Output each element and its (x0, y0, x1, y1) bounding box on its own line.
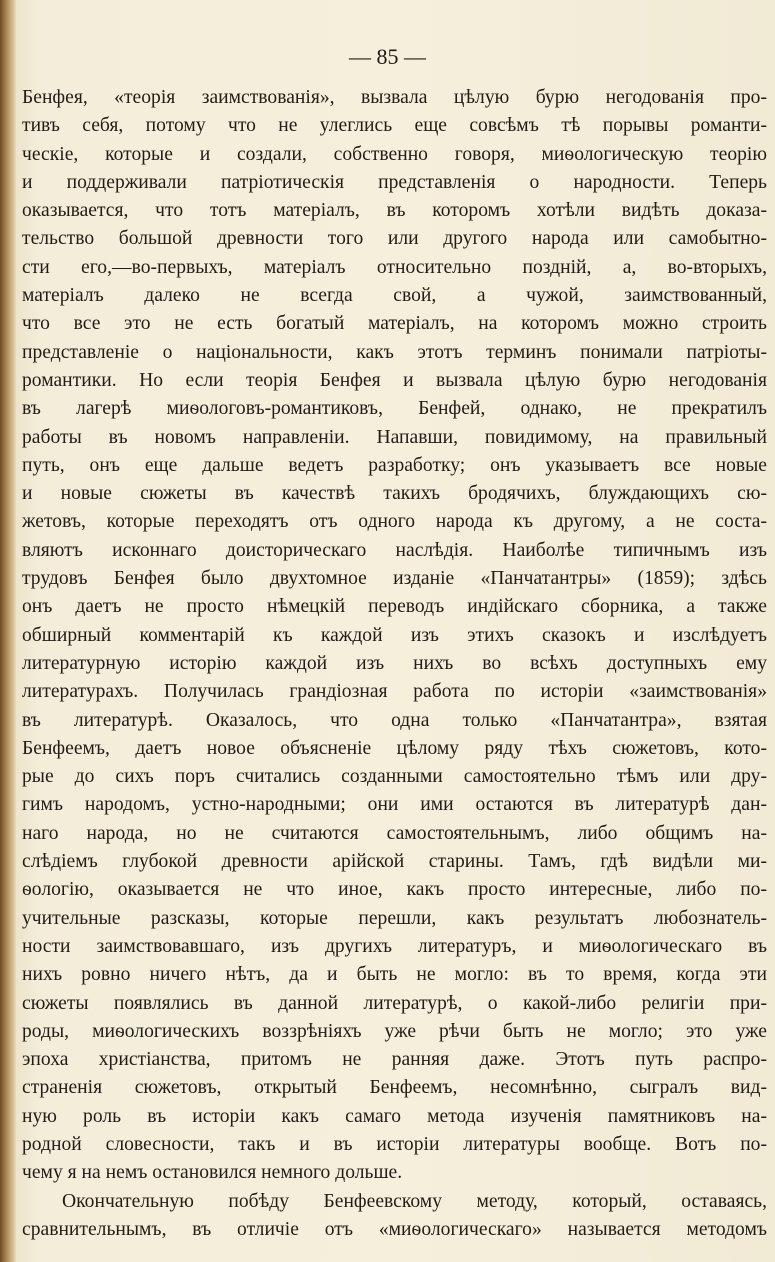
text-line: обширный комментарій къ каждой изъ этихъ сказокъ и изслѣдуетъ (22, 624, 767, 646)
text-line: въ лагерѣ миѳологовъ-романтиковъ, Бенфей, однако, не прекратилъ (22, 398, 767, 420)
text-line: роды, миѳологическихъ воззрѣніяхъ уже рѣчи быть не могло; это уже (22, 1020, 767, 1042)
text-line: трудовъ Бенфея было двухтомное изданіе «Панчатантры» (1859); здѣсь (22, 568, 767, 590)
text-line: учительные разсказы, которые перешли, какъ результатъ любознатель- (22, 907, 767, 929)
text-line: чему я на немъ остановился немного дольше. (22, 1162, 403, 1184)
text-line: литературную исторію каждой изъ нихъ во всѣхъ доступныхъ ему (22, 652, 767, 674)
text-line: литературахъ. Получилась грандіозная работа по исторіи «заимствованія» (22, 681, 767, 703)
text-line: работы въ новомъ направленіи. Напавши, повидимому, на правильный (22, 426, 767, 448)
text-line: и новые сюжеты въ качествѣ такихъ бродячихъ, блуждающихъ сю- (22, 483, 767, 505)
page-binding-edge (0, 0, 16, 1262)
text-line: тельство большой древности того или другого народа или самобытно- (22, 228, 767, 250)
text-line: нихъ ровно ничего нѣтъ, да и быть не могло: въ то время, когда эти (22, 964, 767, 986)
text-line: сюжеты появлялись въ данной литературѣ, о какой-либо религіи при- (22, 992, 767, 1014)
text-line: вляютъ исконнаго доисторическаго наслѣдія. Наиболѣе типичнымъ изъ (22, 539, 767, 561)
text-line: оказывается, что тотъ матеріалъ, въ которомъ хотѣли видѣть доказа- (22, 200, 767, 222)
text-line: сравнительнымъ, въ отличіе отъ «миѳологическаго» называется методомъ (22, 1218, 767, 1240)
text-line: и поддерживали патріотическія представленія о народности. Теперь (22, 171, 767, 193)
text-line: рые до сихъ поръ считались созданными самостоятельно тѣмъ или дру- (22, 766, 767, 788)
text-line: родной словесности, такъ и въ исторіи литературы вообще. Вотъ по- (22, 1133, 767, 1155)
text-line: онъ даетъ не просто нѣмецкій переводъ индійскаго сборника, а также (22, 596, 767, 618)
text-line: наго народа, но не считаются самостоятельнымъ, либо общимъ на- (22, 822, 767, 844)
text-line: эпоха христіанства, притомъ не ранняя даже. Этотъ путь распро- (22, 1049, 767, 1071)
text-line: Бенфея, «теорія заимствованія», вызвала цѣлую бурю негодованія про- (22, 87, 767, 108)
text-line: слѣдіемъ глубокой древности арійской старины. Тамъ, гдѣ видѣли ми- (22, 851, 767, 873)
text-line: ную роль въ исторіи какъ самаго метода изученія памятниковъ на- (22, 1105, 767, 1127)
text-line: Бенфеемъ, даетъ новое объясненіе цѣлому ряду тѣхъ сюжетовъ, кото- (22, 737, 767, 759)
text-line: матеріалъ далеко не всегда свой, а чужой, заимствованный, (22, 285, 767, 307)
text-line: ности заимствовавшаго, изъ другихъ литературъ, и миѳологическаго въ (22, 935, 767, 957)
text-line: романтики. Но если теорія Бенфея и вызвала цѣлую бурю негодованія (22, 369, 767, 391)
text-line: ѳологію, оказывается не что иное, какъ просто интересные, либо по- (22, 879, 767, 901)
text-line: въ литературѣ. Оказалось, что одна только «Панчатантра», взятая (22, 709, 767, 731)
text-line: гимъ народомъ, устно-народными; они ими остаются въ литературѣ дан- (22, 794, 767, 816)
body-text (22, 84, 767, 1244)
text-line: ческіе, которые и создали, собственно говоря, миѳологическую теорію (22, 143, 767, 165)
text-line: страненія сюжетовъ, открытый Бенфеемъ, несомнѣнно, сыгралъ вид- (22, 1077, 767, 1099)
text-line: сти его,—во-первыхъ, матеріалъ относительно поздній, а, во-вторыхъ, (22, 256, 767, 278)
page-number: — 85 — (349, 44, 426, 69)
text-line: Окончательную побѣду Бенфеевскому методу, который, оставаясь, (62, 1190, 767, 1212)
text-line: жетовъ, которые переходятъ отъ одного народа къ другому, а не соста- (22, 511, 767, 533)
text-line: представленіе о національности, какъ этотъ терминъ понимали патріоты- (22, 341, 767, 363)
text-line: путь, онъ еще дальше ведетъ разработку; онъ указываетъ все новые (22, 454, 767, 476)
text-line: что все это не есть богатый матеріалъ, на которомъ можно строить (22, 313, 767, 335)
text-line: тивъ себя, потому что не улеглись еще совсѣмъ тѣ порывы романти- (22, 115, 767, 137)
